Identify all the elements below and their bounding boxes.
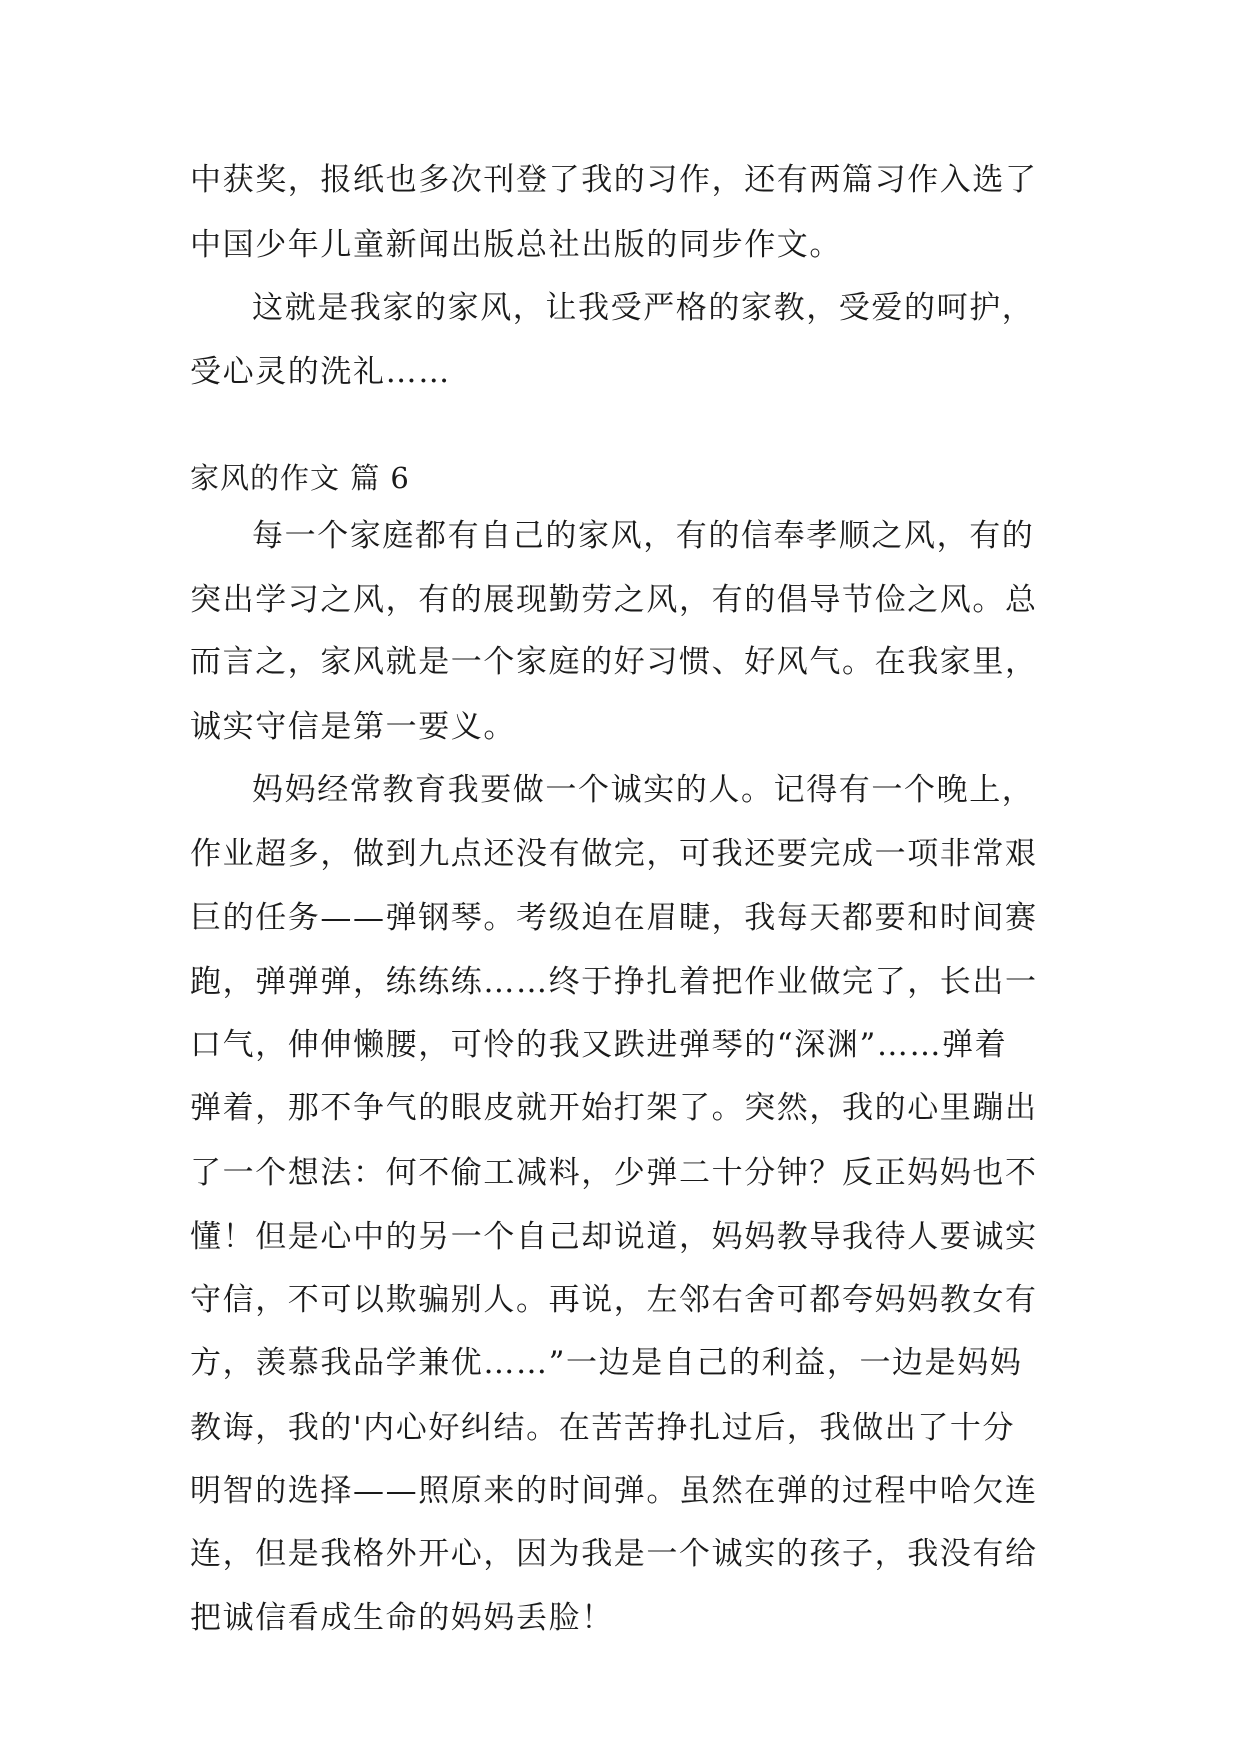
text-line: 连，但是我格外开心，因为我是一个诚实的孩子，我没有给: [190, 1536, 1038, 1572]
text-line: 而言之，家风就是一个家庭的好习惯、好风气。在我家里，: [190, 644, 1038, 680]
text-line: 口气，伸伸懒腰，可怜的我又跌进弹琴的“深渊”……弹着: [190, 1027, 1008, 1063]
text-line: 懂！但是心中的另一个自己却说道，妈妈教导我待人要诚实: [190, 1219, 1038, 1255]
text-line: 巨的任务——弹钢琴。考级迫在眉睫，我每天都要和时间赛: [190, 900, 1038, 936]
text-line: 方，羡慕我品学兼优……”一边是自己的利益，一边是妈妈: [190, 1345, 1023, 1381]
text-line: 弹着，那不争气的眼皮就开始打架了。突然，我的心里蹦出: [190, 1090, 1038, 1126]
text-line: 受心灵的洗礼……: [190, 354, 451, 390]
paragraph-first-line: 每一个家庭都有自己的家风，有的信奉孝顺之风，有的: [252, 518, 1035, 554]
paragraph-first-line: 这就是我家的家风，让我受严格的家教，受爱的呵护，: [252, 290, 1035, 326]
text-line: 明智的选择——照原来的时间弹。虽然在弹的过程中哈欠连: [190, 1473, 1038, 1509]
text-line: 跑，弹弹弹，练练练……终于挣扎着把作业做完了，长出一: [190, 964, 1038, 1000]
text-line: 了一个想法：何不偷工减料，少弹二十分钟？反正妈妈也不: [190, 1155, 1038, 1191]
text-line: 把诚信看成生命的妈妈丢脸！: [190, 1600, 614, 1636]
paragraph-first-line: 妈妈经常教育我要做一个诚实的人。记得有一个晚上，: [252, 772, 1035, 808]
text-line: 中获奖，报纸也多次刊登了我的习作，还有两篇习作入选了: [190, 162, 1038, 198]
text-line: 守信，不可以欺骗别人。再说，左邻右舍可都夸妈妈教女有: [190, 1282, 1038, 1318]
text-line: 中国少年儿童新闻出版总社出版的同步作文。: [190, 227, 842, 263]
text-line: 教诲，我的'内心好纠结。在苦苦挣扎过后，我做出了十分: [190, 1410, 1016, 1446]
section-heading: 家风的作文 篇 6: [190, 461, 410, 495]
text-line: 作业超多，做到九点还没有做完，可我还要完成一项非常艰: [190, 836, 1038, 872]
text-line: 诚实守信是第一要义。: [190, 709, 516, 745]
text-line: 突出学习之风，有的展现勤劳之风，有的倡导节俭之风。总: [190, 582, 1038, 618]
